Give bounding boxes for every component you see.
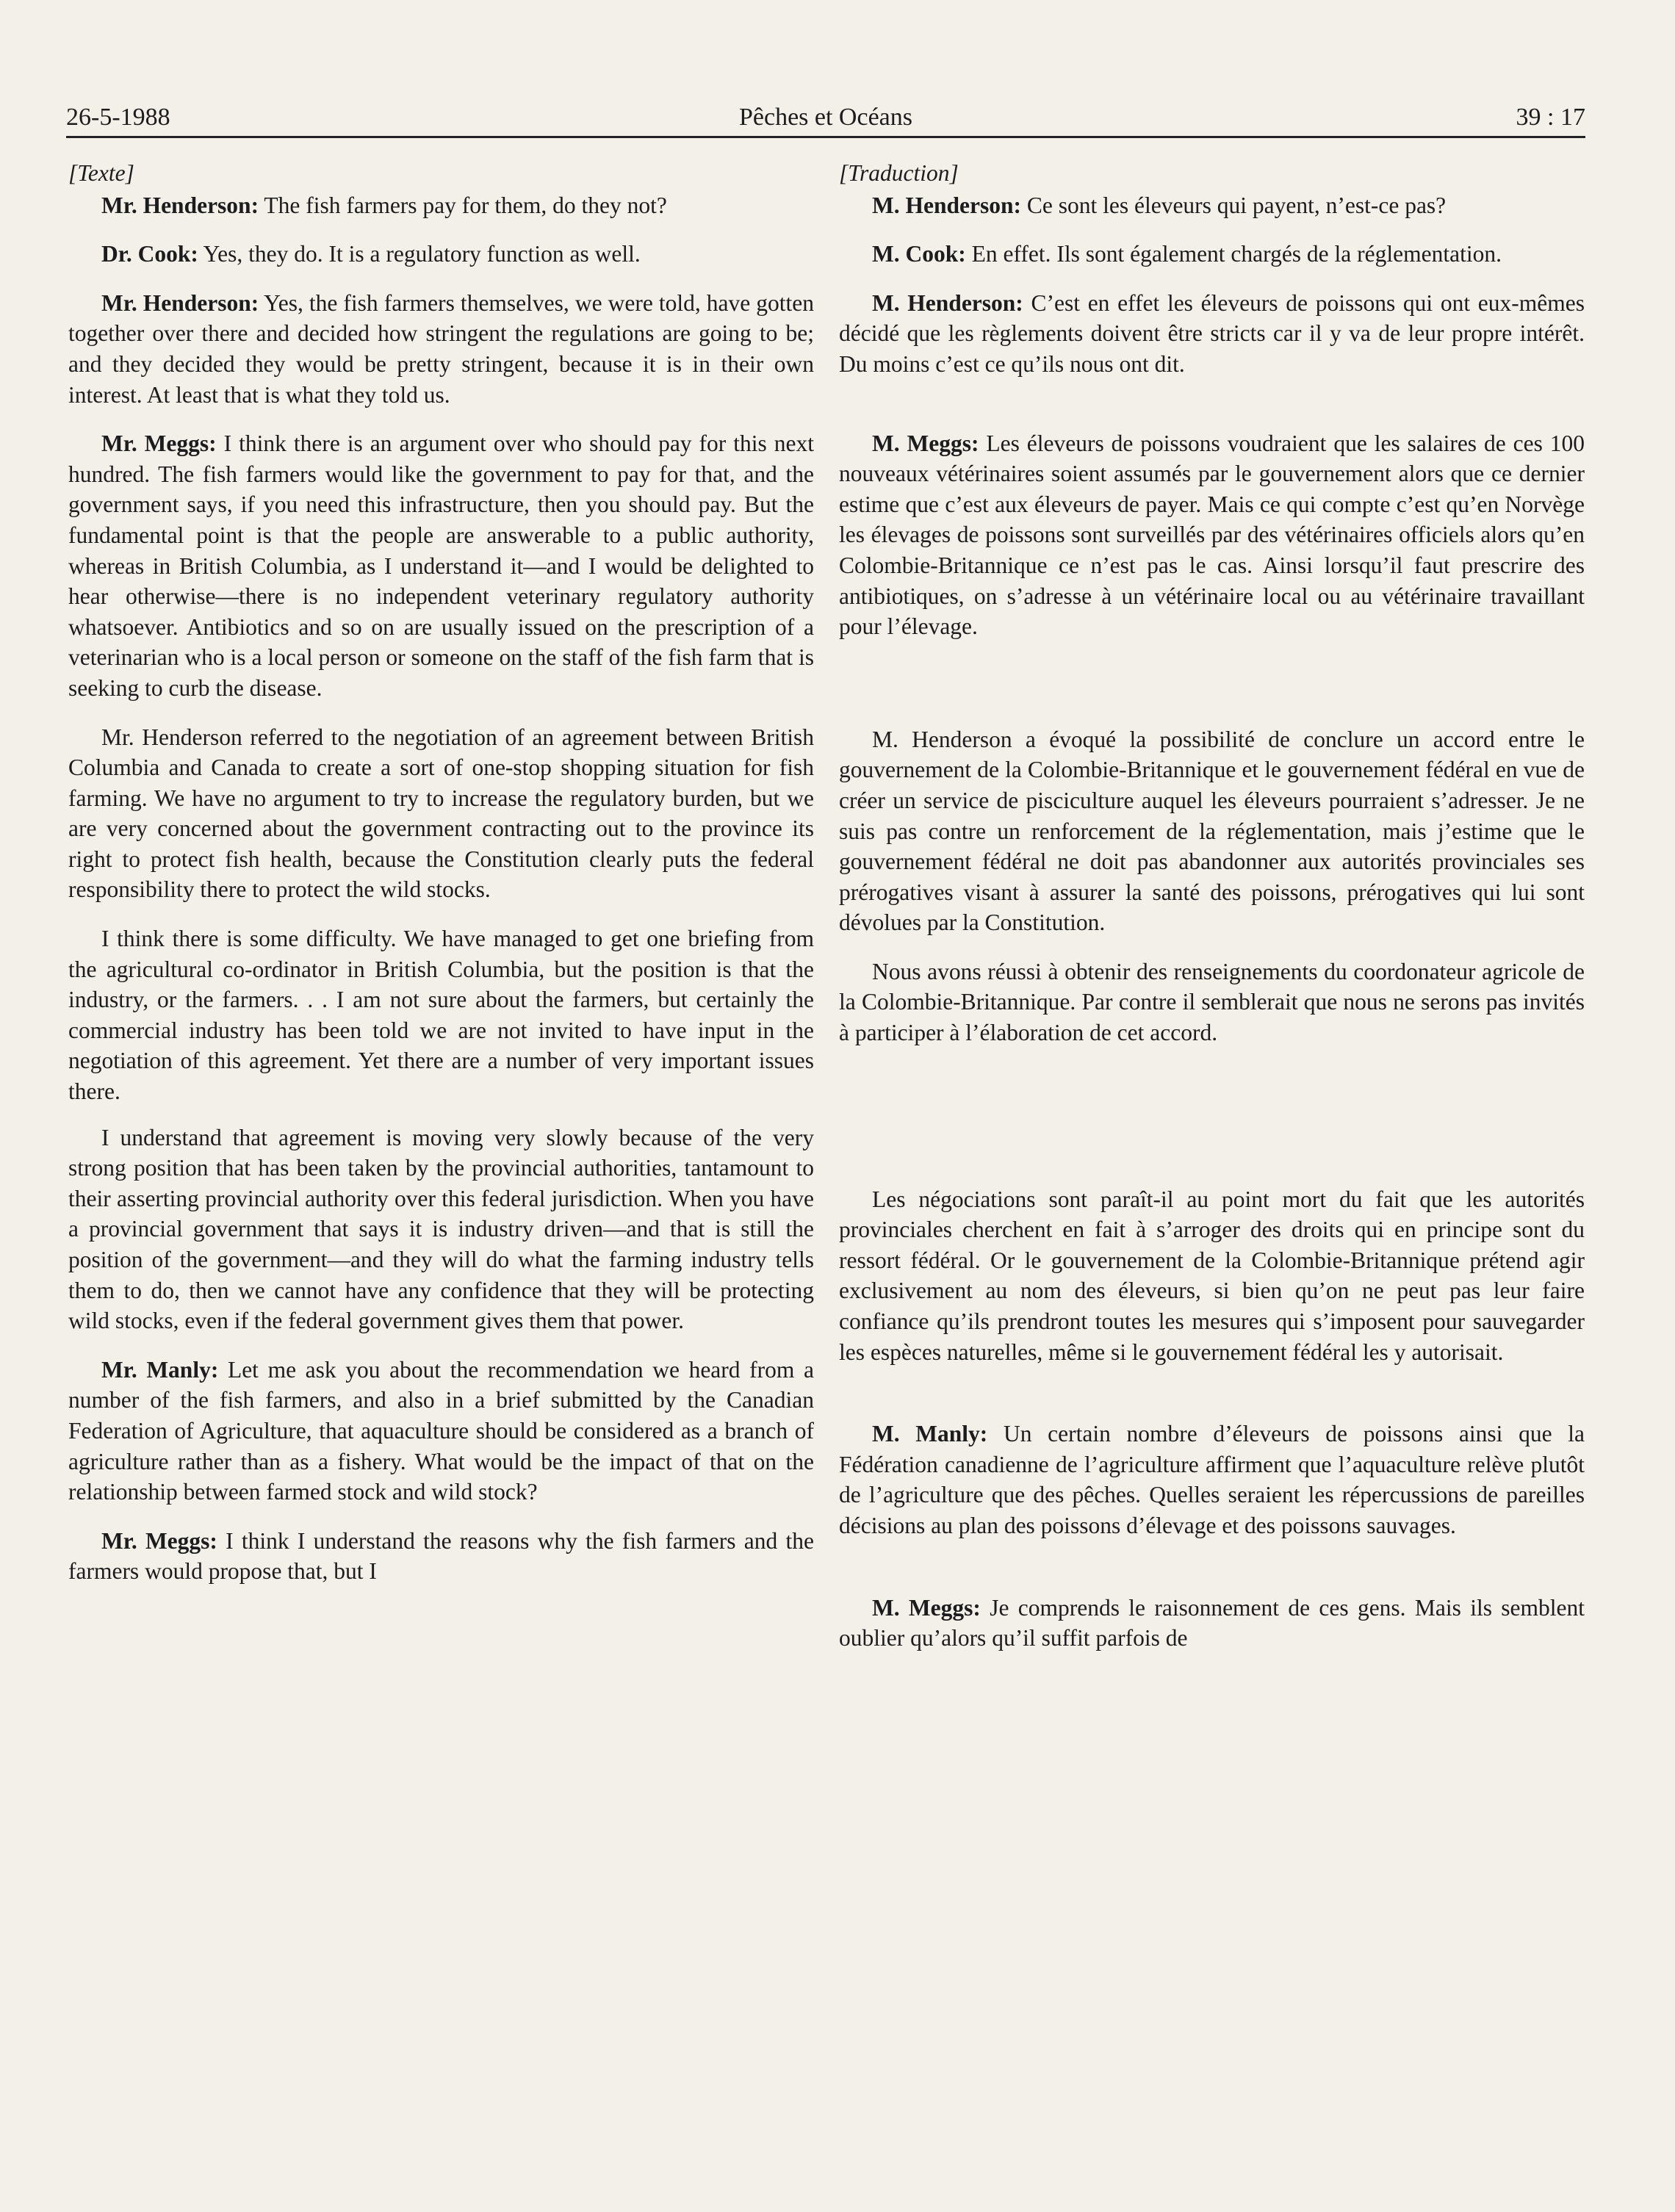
paragraph-text: Nous avons réussi à obtenir des renseignements du coordonateur agricole de la Colombie-Britannique. Par contre il semblerait que nous ne serons pas invités à participer à l’élaboration de cet accord.	[839, 958, 1585, 1046]
paragraph-text: M. Henderson a évoqué la possibilité de conclure un accord entre le gouvernement de la Colombie-Britannique et le gouvernement fédéral en vue de créer un service de pisciculture auquel les éleveurs pourraient s’adresser. Je ne suis pas contre un renforcement de la réglementation, mais j’estime que le gouvernement fédéral ne doit pas abandonner aux autorités provinciales ses prérogatives visant à assurer la santé des poissons, prérogatives qui lui sont dévolues par la Constitution.	[839, 726, 1585, 936]
paragraph-text: Yes, they do. It is a regulatory function as well.	[198, 241, 641, 267]
paragraph-text: I think there is an argument over who should pay for this next hundred. The fish farmers would like the government to pay for that, and the government says, if you need this infrastructure, then you should pay. But the fundamental point is that the people are answerable to a public authority, whereas in British Columbia, as I understand it—and I would be delighted to hear otherwise—there is no independent veterinary regulatory authority whatsoever. Antibiotics and so on are usually issued on the prescription of a veterinarian who is a local person or someone on the staff of the fish farm that is seeking to curb the disease.	[68, 430, 814, 701]
paragraph-text: Let me ask you about the recommendation we heard from a number of the fish farmers, and also in a brief submitted by the Canadian Federation of Agriculture, that aquaculture should be considered as a branch of agriculture rather than as a fishery. What would be the impact of that on the relationship between farmed stock and wild stock?	[68, 1356, 815, 1505]
speaker-name: M. Meggs:	[872, 1594, 981, 1621]
paragraph	[839, 1184, 1585, 1368]
speaker-name: Mr. Manly:	[101, 1356, 219, 1383]
column-label-text: Traduction	[848, 160, 950, 186]
speaker-name: M. Meggs:	[872, 430, 979, 456]
speaker-name: Mr. Meggs:	[101, 430, 217, 457]
paragraph-text: I think I understand the reasons why the fish farmers and the farmers would propose that, but I	[68, 1527, 814, 1585]
paragraph	[839, 288, 1585, 380]
paragraph	[839, 239, 1585, 270]
speaker-name: Mr. Meggs:	[101, 1527, 217, 1554]
paragraph	[68, 1123, 814, 1336]
speaker-name: M. Manly:	[872, 1421, 988, 1447]
column-label: [Texte]	[68, 160, 134, 186]
paragraph-text: I understand that agreement is moving very slowly because of the very strong position that has been taken by the provincial authorities, tantamount to their asserting provincial authority over this federal jurisdiction. When you have a provincial government that says it is industry driven—and that is still the position of the government—and they will do what the farming industry tells them to do, then we cannot have any confidence that they will be protecting wild stocks, even if the federal government gives them that power.	[68, 1124, 814, 1334]
paragraph	[68, 428, 814, 703]
paragraph	[68, 923, 814, 1107]
paragraph-text: Yes, the fish farmers themselves, we were told, have gotten together over there and decided how stringent the regulations are going to be; and they decided they would be pretty stringent, because it is in their own interest. At least that is what they told us.	[68, 289, 815, 408]
paragraph-text: Mr. Henderson referred to the negotiation of an agreement between British Columbia and Canada to create a sort of one-stop shopping situation for fish farming. We have no argument to try to increase the regulatory burden, but we are very concerned about the government contracting out to the province its right to protect fish health, because the Constitution clearly puts the federal responsibility there to protect the wild stocks.	[68, 724, 814, 903]
paragraph	[68, 1526, 814, 1587]
header-title: Pêches et Océans	[738, 104, 912, 131]
paragraph	[68, 190, 814, 221]
paragraph-text: Les éleveurs de poissons voudraient que les salaires de ces 100 nouveaux vétérinaires soient assumés par le gouvernement alors que ce dernier estime que c’est aux éleveurs de payer. Mais ce qui compte c’est qu’en Norvège les élevages de poissons sont surveillés par des vétérinaires officiels alors qu’en Colombie-Britannique ce n’est pas le cas. Ainsi lorsqu’il faut prescrire des antibiotiques, on s’adresse à un vétérinaire local ou au vétérinaire travaillant pour l’élevage.	[839, 430, 1585, 640]
paragraph-text: Les négociations sont paraît-il au point mort du fait que les autorités provinciales cherchent en fait à s’arroger des droits qui en principe sont du ressort fédéral. Or le gouvernement de la Colombie-Britannique prétend agir exclusivement au nom des éleveurs, si bien qu’on ne peut pas leur faire confiance qu’ils prendront toutes les mesures qui s’imposent pour sauvegarder les espèces naturelles, même si le gouvernement fédéral les y autorisait.	[839, 1186, 1585, 1365]
paragraph	[839, 1419, 1585, 1541]
paragraph	[68, 722, 814, 906]
page-header	[66, 98, 1585, 138]
speaker-name: Mr. Henderson:	[101, 192, 259, 218]
column-label: [Traduction]	[839, 160, 959, 186]
paragraph	[839, 190, 1585, 221]
header-date: 26-5-1988	[66, 104, 170, 131]
english-column	[68, 158, 814, 1587]
paragraph-text: Ce sont les éleveurs qui payent, n’est-ce pas?	[1020, 192, 1447, 218]
speaker-name: M. Cook:	[872, 241, 966, 267]
paragraph-text: The fish farmers pay for them, do they not?	[259, 192, 667, 218]
paragraph	[68, 288, 814, 410]
speaker-name: Mr. Henderson:	[101, 289, 259, 316]
paragraph-text: Un certain nombre d’éleveurs de poissons ainsi que la Fédération canadienne de l’agriculture affirment que l’aquaculture relève plutôt de l’agriculture que des pêches. Quelles seraient les répercussions de pareilles décisions au plan des poissons d’élevage et des poissons sauvages.	[839, 1421, 1585, 1538]
paragraph-text: Je comprends le raisonnement de ces gens. Mais ils semblent oublier qu’alors qu’il suffit parfois de	[839, 1594, 1585, 1651]
french-column	[839, 158, 1585, 1654]
paragraph-text: C’est en effet les éleveurs de poissons qui ont eux-mêmes décidé que les règlements doivent être stricts car il y va de leur propre intérêt. Du moins c’est ce qu’ils nous ont dit.	[839, 289, 1585, 377]
paragraph	[839, 724, 1585, 938]
column-label-text: Texte	[77, 160, 126, 186]
speaker-name: M. Henderson:	[872, 192, 1021, 218]
paragraph	[68, 1355, 814, 1507]
paragraph-text: I think there is some difficulty. We have managed to get one briefing from the agricultural co-ordinator in British Columbia, but the position is that the industry, or the farmers. . . I am not sure about the farmers, but certainly the commercial industry has been told we are not invited to have input in the negotiation of this agreement. Yet there are a number of very important issues there.	[68, 926, 814, 1105]
paragraph	[839, 957, 1585, 1048]
speaker-name: M. Henderson:	[872, 289, 1023, 316]
speaker-name: Dr. Cook:	[101, 241, 198, 267]
paragraph	[839, 1593, 1585, 1654]
paragraph	[839, 428, 1585, 642]
paragraph	[68, 239, 814, 270]
paragraph-text: En effet. Ils sont également chargés de la réglementation.	[965, 241, 1502, 267]
header-page-number: 39 : 17	[1516, 104, 1585, 131]
